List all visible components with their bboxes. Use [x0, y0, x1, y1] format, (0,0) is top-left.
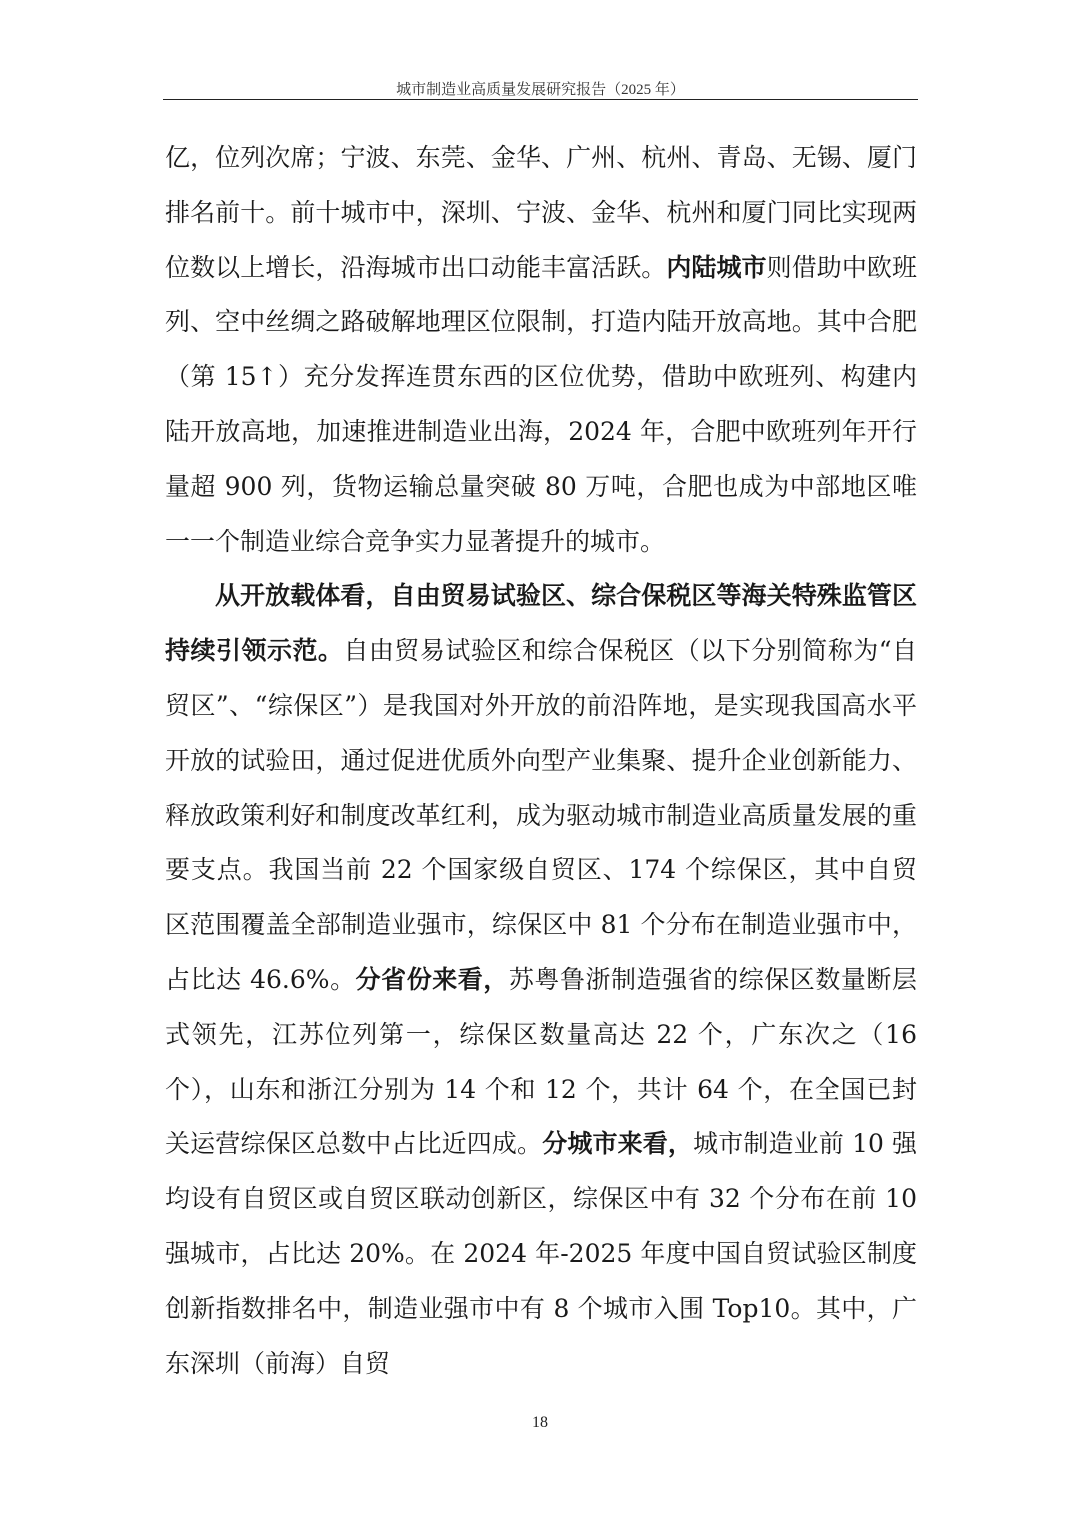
paragraph-1-text-a: 亿，位列次席；宁波、东莞、金华、广州、杭州、青岛、无锡、厦门排名前十。前十城市中，深圳、宁波、金华、杭州和厦门同比实现两位数以上增长，沿海城市出口动能丰富活跃。	[165, 143, 917, 282]
paragraph-1-bold-a: 内陆城市	[666, 252, 767, 282]
body-text	[165, 131, 917, 1391]
paragraph-2-bold-b: 分省份来看，	[355, 964, 509, 994]
paragraph-2-text-a: 自由贸易试验区和综合保税区（以下分别简称为“自贸区”、“综保区”）是我国对外开放的前沿阵地，是实现我国高水平开放的试验田，通过促进优质外向型产业集聚、提升企业创新能力、释放政策利好和制度改革红利，成为驱动城市制造业高质量发展的重要支点。我国当前 22 个国家级自贸区、174 个综保区，其中自贸区范围覆盖全部制造业强市，综保区中 81 个分布在制造业强市中，占比达 46.6%。	[165, 636, 917, 994]
page-number: 18	[532, 1414, 548, 1431]
paragraph-2-text-c: 城市制造业前 10 强均设有自贸区或自贸区联动创新区，综保区中有 32 个分布在前 10 强城市，占比达 20%。在 2024 年-2025 年度中国自贸试验区制度创新指数排名中，制造业强市中有 8 个城市入围 Top10。其中，广东深圳（前海）自贸	[165, 1129, 917, 1378]
paragraph-2	[165, 569, 917, 1391]
paragraph-1-text-b: 则借助中欧班列、空中丝绸之路破解地理区位限制，打造内陆开放高地。其中合肥（第 15↑）充分发挥连贯东西的区位优势，借助中欧班列、构建内陆开放高地，加速推进制造业出海，2024 年，合肥中欧班列年开行量超 900 列，货物运输总量突破 80 万吨，合肥也成为中部地区唯一一个制造业综合竞争实力显著提升的城市。	[165, 252, 917, 556]
paragraph-2-bold-a: 从开放载体看，自由贸易试验区、综合保税区等海关特殊监管区持续引领示范。	[165, 581, 917, 666]
header-rule	[163, 99, 918, 100]
paragraph-2-bold-c: 分城市来看，	[542, 1129, 694, 1159]
running-header: 城市制造业高质量发展研究报告（2025 年）	[396, 82, 685, 98]
paragraph-2-text-b: 苏粤鲁浙制造强省的综保区数量断层式领先，江苏位列第一，综保区数量高达 22 个，广东次之（16 个），山东和浙江分别为 14 个和 12 个，共计 64 个，在全国已封关运营综保区总数中占比近四成。	[165, 964, 917, 1159]
paragraph-1	[165, 131, 917, 569]
